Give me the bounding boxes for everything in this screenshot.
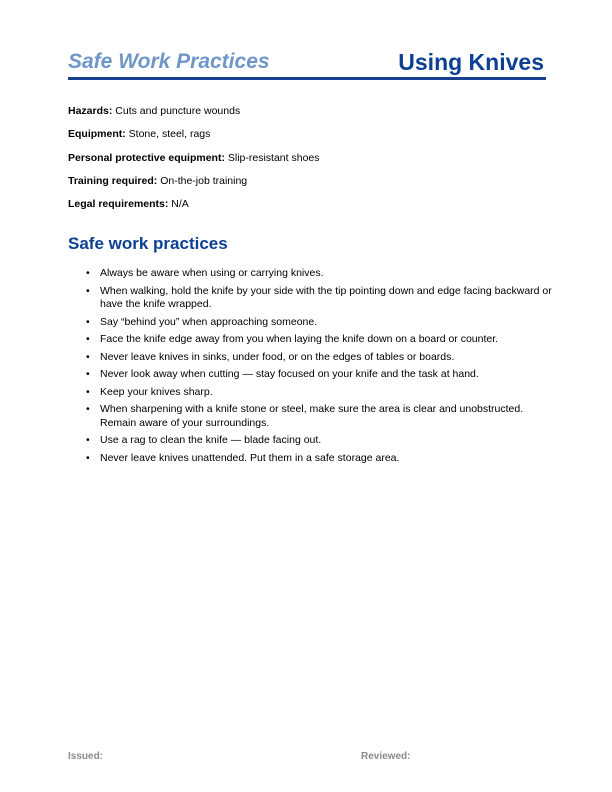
footer-issued-label: Issued:	[68, 751, 104, 762]
list-item-text: When walking, hold the knife by your side with the tip pointing down and edge facing backward or have the knife wrapped.	[100, 284, 552, 310]
bullet-icon: •	[86, 368, 90, 380]
list-item	[86, 351, 552, 365]
field-hazards	[68, 105, 546, 118]
list-item	[86, 434, 552, 448]
field-label: Hazards:	[68, 105, 113, 117]
field-value: Slip-resistant shoes	[227, 151, 320, 164]
field-legal	[68, 198, 546, 211]
list-item	[86, 386, 552, 400]
list-item	[86, 368, 552, 382]
page-header	[68, 48, 546, 76]
summary-fields	[68, 105, 546, 221]
bullet-icon: •	[86, 333, 90, 345]
bullet-icon: •	[86, 315, 90, 328]
bullet-icon: •	[86, 385, 90, 398]
field-value: N/A	[171, 198, 189, 211]
list-item-text: Say “behind you” when approaching someone.	[100, 315, 318, 328]
field-label: Legal requirements:	[68, 198, 169, 211]
bullet-icon: •	[86, 350, 90, 363]
list-item	[86, 333, 552, 347]
field-value: Cuts and puncture wounds	[115, 105, 241, 117]
list-item-text: Use a rag to clean the knife — blade facing out.	[100, 434, 322, 446]
field-label: Personal protective equipment:	[68, 151, 225, 164]
list-item	[86, 452, 552, 466]
list-item	[86, 267, 552, 281]
document-series-title: Safe Work Practices	[68, 50, 270, 73]
list-item-text: When sharpening with a knife stone or steel, make sure the area is clear and unobstructed. Remain aware of your surroundings.	[100, 403, 524, 429]
bullet-icon: •	[86, 267, 90, 279]
bullet-icon: •	[86, 284, 90, 297]
section-heading: Safe work practices	[68, 234, 228, 253]
document-title: Using Knives	[398, 49, 544, 75]
field-value: Stone, steel, rags	[128, 128, 211, 141]
practices-list	[86, 267, 552, 469]
bullet-icon: •	[86, 403, 90, 415]
bullet-icon: •	[86, 434, 90, 446]
field-equipment	[68, 128, 546, 141]
list-item-text: Face the knife edge away from you when laying the knife down on a board or counter.	[100, 333, 499, 345]
bullet-icon: •	[86, 451, 90, 464]
footer-reviewed-label: Reviewed:	[361, 751, 411, 762]
list-item	[86, 403, 552, 430]
field-training	[68, 175, 546, 188]
list-item-text: Never leave knives in sinks, under food, or on the edges of tables or boards.	[100, 350, 455, 363]
list-item-text: Never look away when cutting — stay focused on your knife and the task at hand.	[100, 368, 479, 380]
field-label: Training required:	[68, 174, 158, 187]
list-item	[86, 285, 552, 312]
header-divider	[68, 77, 546, 80]
field-value: On-the-job training	[160, 174, 248, 187]
list-item-text: Always be aware when using or carrying knives.	[100, 267, 324, 279]
list-item-text: Keep your knives sharp.	[100, 385, 213, 398]
field-ppe	[68, 152, 546, 165]
list-item	[86, 316, 552, 330]
field-label: Equipment:	[68, 128, 126, 141]
list-item-text: Never leave knives unattended. Put them in a safe storage area.	[100, 451, 400, 464]
